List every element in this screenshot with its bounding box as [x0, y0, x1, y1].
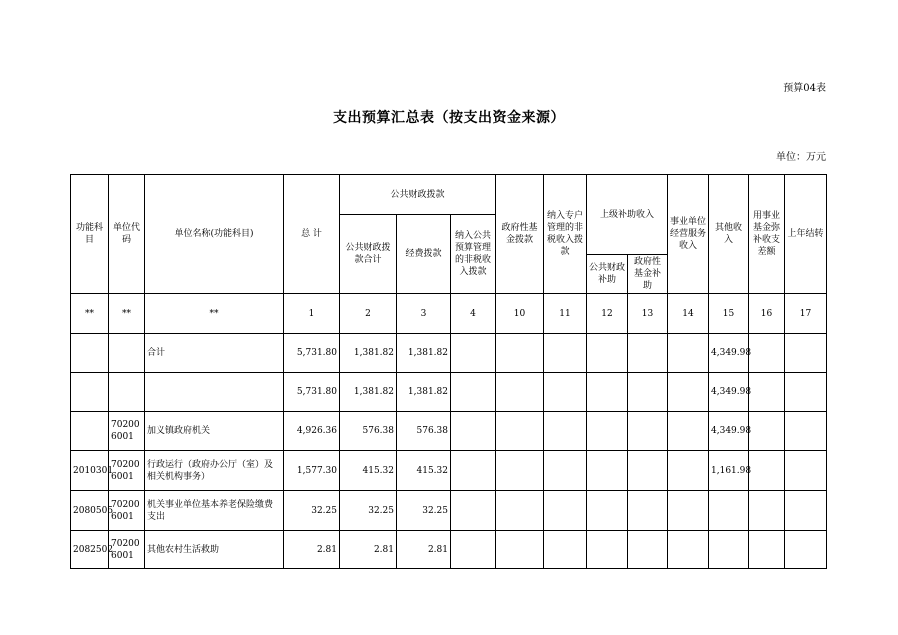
index-cell: 11	[544, 294, 587, 334]
table-row	[71, 531, 827, 569]
empty-cell	[785, 491, 827, 531]
funding-cell: 2.81	[397, 531, 451, 569]
unit-code-cell: 702006001	[109, 531, 145, 569]
budget-table	[70, 174, 827, 569]
unit-name-cell: 合计	[145, 334, 284, 373]
other-income-cell: 4,349.98	[709, 334, 749, 373]
page-title: 支出预算汇总表（按支出资金来源）	[333, 110, 565, 126]
table-row	[71, 451, 827, 491]
empty-cell	[668, 491, 709, 531]
index-cell: **	[145, 294, 284, 334]
unit-name-cell: 加义镇政府机关	[145, 412, 284, 451]
empty-cell	[587, 412, 628, 451]
empty-cell	[544, 451, 587, 491]
empty-cell	[668, 334, 709, 373]
empty-cell	[496, 531, 544, 569]
index-row	[71, 294, 827, 334]
empty-cell	[544, 412, 587, 451]
header-reserve-fund: 用事业基金弥补收支差额	[749, 175, 785, 294]
empty-cell	[451, 491, 496, 531]
empty-cell	[496, 373, 544, 412]
index-cell: **	[71, 294, 109, 334]
index-cell: 12	[587, 294, 628, 334]
func-code-cell	[71, 373, 109, 412]
empty-cell	[668, 373, 709, 412]
empty-cell	[628, 373, 668, 412]
empty-cell	[749, 491, 785, 531]
index-cell: 14	[668, 294, 709, 334]
empty-cell	[628, 334, 668, 373]
other-income-cell	[709, 531, 749, 569]
empty-cell	[496, 334, 544, 373]
empty-cell	[451, 451, 496, 491]
pf-total-cell: 576.38	[340, 412, 397, 451]
other-income-cell: 4,349.98	[709, 373, 749, 412]
pf-total-cell: 1,381.82	[340, 334, 397, 373]
empty-cell	[668, 531, 709, 569]
total-cell: 4,926.36	[284, 412, 340, 451]
index-cell: 13	[628, 294, 668, 334]
empty-cell	[587, 451, 628, 491]
header-nontax: 纳入公共预算管理的非税收入拨款	[451, 215, 496, 294]
unit-code-cell: 702006001	[109, 451, 145, 491]
empty-cell	[451, 334, 496, 373]
empty-cell	[451, 531, 496, 569]
table-row	[71, 412, 827, 451]
header-row-1	[71, 175, 827, 215]
empty-cell	[496, 412, 544, 451]
empty-cell	[785, 373, 827, 412]
index-cell: 2	[340, 294, 397, 334]
empty-cell	[587, 334, 628, 373]
empty-cell	[544, 334, 587, 373]
unit-label: 单位：万元	[776, 152, 826, 163]
empty-cell	[668, 451, 709, 491]
header-superior-subsidy: 上级补助收入	[587, 175, 668, 255]
funding-cell: 576.38	[397, 412, 451, 451]
pf-total-cell: 1,381.82	[340, 373, 397, 412]
funding-cell: 415.32	[397, 451, 451, 491]
funding-cell: 1,381.82	[397, 334, 451, 373]
empty-cell	[587, 491, 628, 531]
index-cell: **	[109, 294, 145, 334]
index-cell: 3	[397, 294, 451, 334]
table-row	[71, 334, 827, 373]
unit-name-cell: 其他农村生活救助	[145, 531, 284, 569]
empty-cell	[587, 531, 628, 569]
index-cell: 10	[496, 294, 544, 334]
header-total: 总 计	[284, 175, 340, 294]
other-income-cell: 4,349.98	[709, 412, 749, 451]
empty-cell	[496, 451, 544, 491]
index-cell: 4	[451, 294, 496, 334]
unit-code-cell	[109, 334, 145, 373]
unit-code-cell: 702006001	[109, 412, 145, 451]
empty-cell	[628, 412, 668, 451]
form-number: 预算04表	[783, 83, 826, 94]
empty-cell	[451, 412, 496, 451]
unit-name-cell: 机关事业单位基本养老保险缴费支出	[145, 491, 284, 531]
empty-cell	[628, 491, 668, 531]
total-cell: 2.81	[284, 531, 340, 569]
unit-name-cell	[145, 373, 284, 412]
header-pf-total: 公共财政拨款合计	[340, 215, 397, 294]
empty-cell	[749, 451, 785, 491]
header-carryover: 上年结转	[785, 175, 827, 294]
func-code-cell: 2080505	[71, 491, 109, 531]
total-cell: 5,731.80	[284, 334, 340, 373]
header-special-nontax: 纳入专户管理的非税收入拨款	[544, 175, 587, 294]
header-other-income: 其他收入	[709, 175, 749, 294]
header-func-subject: 功能科目	[71, 175, 109, 294]
empty-cell	[785, 531, 827, 569]
empty-cell	[544, 531, 587, 569]
empty-cell	[785, 334, 827, 373]
unit-code-cell	[109, 373, 145, 412]
header-funding: 经费拨款	[397, 215, 451, 294]
index-cell: 15	[709, 294, 749, 334]
header-unit-code: 单位代码	[109, 175, 145, 294]
funding-cell: 32.25	[397, 491, 451, 531]
other-income-cell: 1,161.98	[709, 451, 749, 491]
empty-cell	[544, 491, 587, 531]
total-cell: 1,577.30	[284, 451, 340, 491]
index-cell: 1	[284, 294, 340, 334]
empty-cell	[785, 451, 827, 491]
index-cell: 16	[749, 294, 785, 334]
header-unit-name: 单位名称(功能科目)	[145, 175, 284, 294]
table-row	[71, 491, 827, 531]
empty-cell	[749, 531, 785, 569]
header-gov-fund: 政府性基金拨款	[496, 175, 544, 294]
pf-total-cell: 415.32	[340, 451, 397, 491]
header-business-income: 事业单位经营服务收入	[668, 175, 709, 294]
pf-total-cell: 32.25	[340, 491, 397, 531]
empty-cell	[749, 334, 785, 373]
func-code-cell	[71, 334, 109, 373]
header-sub-pf: 公共财政补助	[587, 255, 628, 294]
empty-cell	[749, 373, 785, 412]
total-cell: 32.25	[284, 491, 340, 531]
header-sub-fund: 政府性基金补助	[628, 255, 668, 294]
header-public-finance: 公共财政拨款	[340, 175, 496, 215]
table-row	[71, 373, 827, 412]
func-code-cell: 2010301	[71, 451, 109, 491]
empty-cell	[544, 373, 587, 412]
empty-cell	[668, 412, 709, 451]
pf-total-cell: 2.81	[340, 531, 397, 569]
empty-cell	[496, 491, 544, 531]
func-code-cell	[71, 412, 109, 451]
empty-cell	[628, 451, 668, 491]
unit-code-cell: 702006001	[109, 491, 145, 531]
empty-cell	[628, 531, 668, 569]
empty-cell	[749, 412, 785, 451]
unit-name-cell: 行政运行（政府办公厅（室）及相关机构事务）	[145, 451, 284, 491]
empty-cell	[785, 412, 827, 451]
func-code-cell: 2082502	[71, 531, 109, 569]
other-income-cell	[709, 491, 749, 531]
funding-cell: 1,381.82	[397, 373, 451, 412]
empty-cell	[451, 373, 496, 412]
empty-cell	[587, 373, 628, 412]
total-cell: 5,731.80	[284, 373, 340, 412]
index-cell: 17	[785, 294, 827, 334]
